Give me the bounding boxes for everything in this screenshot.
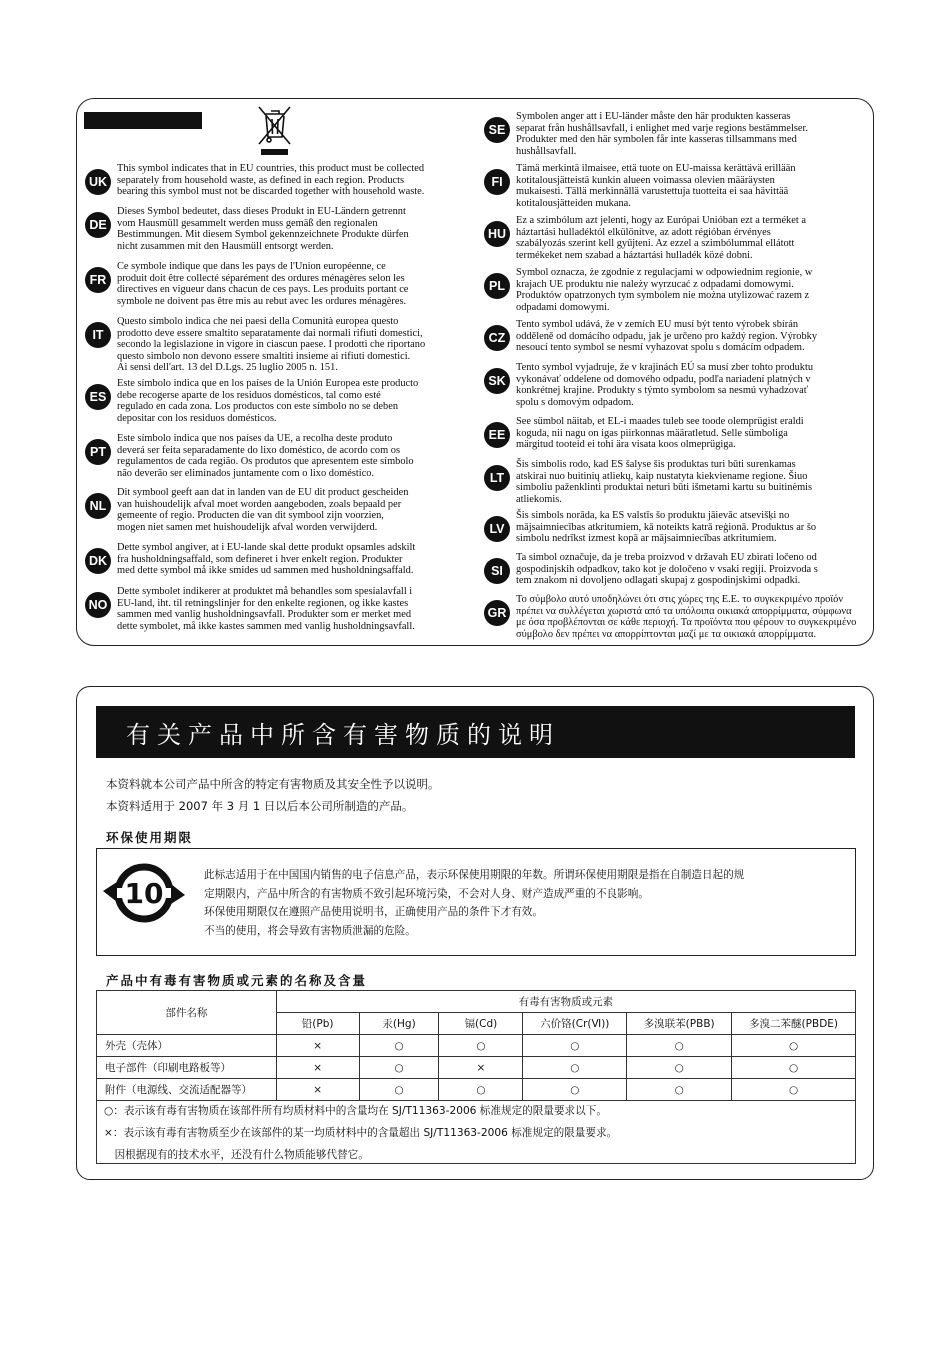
weee-entry-se [484,111,808,157]
country-code-badge: FR [85,267,111,293]
substance-mark-cell: ○ [523,1079,627,1101]
column-header: 镉(Cd) [439,1013,523,1035]
column-header: 六价铬(Cr(Ⅵ)) [523,1013,627,1035]
weee-text-line: bearing this symbol must not be discarded together with household waste. [117,186,425,197]
country-code-badge: PL [484,273,510,299]
weee-text-line: symbole ne doivent pas être mis au rebut avec les ordures ménagères. [117,295,407,307]
country-code-badge: DK [85,548,111,574]
weee-text-line: vom Hausmüll gesammelt werden muss gemäß den regionalen [117,217,378,229]
weee-text-line: koguda, nii nagu on igas piirkonnas määratletud. Selle sümboliga [516,427,788,439]
weee-text-line: Dieses Symbol bedeutet, dass dieses Produkt in EU-Ländern getrennt [117,206,406,217]
weee-entry-text [117,542,415,577]
weee-text-line: πρέπει να συλλέγεται χωριστά από τα υπόλοιπα οικιακά απορρίμματα, σύμφωνα [516,605,852,617]
table-row [97,1035,856,1057]
weee-entry-pt [85,433,414,479]
weee-entry-hu [484,215,806,261]
part-name-cell: 电子部件（印刷电路板等） [97,1057,277,1079]
weee-text-line: odpadami domowymi. [516,301,610,313]
weee-text-line: EU-land, iht. til retningslinjer for den enkelte regionen, og ikke kastes [117,597,409,609]
substance-mark-cell: × [439,1057,523,1079]
weee-text-line: nicht zusammen mit den Hausmüll entsorgt werden. [117,240,334,252]
substance-mark-cell: ○ [359,1035,439,1057]
eco-line: 环保使用期限仅在遵照产品使用说明书，正确使用产品的条件下才有效。 [204,906,543,919]
weee-entry-no [85,586,415,632]
weee-entry-text [117,487,408,533]
note-line: ○：表示该有毒有害物质在该部件所有均质材料中的含量均在 SJ/T11363-2006 标准规定的限量要求以下。 [104,1105,607,1117]
weee-entry-text [516,552,818,587]
weee-text-line: με όσα προβλέπονται σε κάθε περιοχή. Τα προϊόντα που φέρουν το συγκεκριμένο [516,617,857,628]
weee-entry-text [117,378,418,424]
eco-icon-number: 10 [124,877,164,910]
weee-text-line: mājsaimniecības atkritumiem, kā noteikts katrā reģionā. Produktus ar šo [516,521,817,533]
weee-text-line: Dette symbolet indikerer at produktet må behandles som spesialavfall i [117,586,413,597]
weee-text-line: Questo simbolo indica che nei paesi della Comunità europea questo [117,316,399,327]
black-label-bar [84,112,202,129]
weee-text-line: regulamentos de cada região. Os produtos que apresentem este símbolo [117,456,414,467]
weee-text-line: deverá ser feita separadamente do lixo doméstico, de acordo com os [117,444,401,456]
weee-entry-cz [484,319,817,354]
column-header: 多溴联苯(PBB) [627,1013,732,1035]
country-code-badge: UK [85,169,111,195]
weee-entry-text [516,459,812,505]
substance-mark-cell: ○ [523,1057,627,1079]
weee-text-line: kotitalousjätteiden mukana. [516,197,631,209]
weee-entry-dk [85,542,415,577]
eco-line: 定期限内，产品中所含的有害物质不致引起环境污染，不会对人身、财产造成严重的不良影响。 [204,887,649,900]
part-name-header: 部件名称 [97,991,277,1035]
substance-mark-cell: × [276,1057,359,1079]
weee-text-line: directives en vigueur dans chacun de ces pays. Les produits portant ce [117,284,409,295]
substance-mark-cell: ○ [627,1057,732,1079]
part-name-cell: 附件（电源线、交流适配器等） [97,1079,277,1101]
country-code-badge: HU [484,221,510,247]
weee-text-line: See sümbol näitab, et EL-i maades tuleb see toode olemprügist eraldi [516,416,804,427]
weee-text-line: simboliu paženklinti produktai neturi būti išmetami kartu su buitinėmis [516,482,813,493]
weee-text-line: prodotto deve essere smaltito separatamente dai normali rifiuti domestici, [117,327,423,339]
weee-entry-fr [85,261,408,307]
weee-text-line: hushållsavfall. [516,145,577,157]
weee-entry-si [484,552,818,587]
country-code-badge: EE [484,422,510,448]
weee-text-line: Šis simbols norāda, ka ES valstīs šo produktu jāievāc atsevišķi no [516,510,790,521]
weee-text-line: spolu s domovým odpadom. [516,396,634,408]
weee-entry-lv [484,510,816,545]
weee-text-line: depositar con los residuos domésticos. [117,412,277,424]
substance-mark-cell: ○ [627,1079,732,1101]
country-code-badge: NO [85,592,111,618]
weee-entry-text [516,111,808,157]
weee-entry-es [85,378,418,424]
weee-entry-fi [484,163,796,209]
column-header: 铅(Pb) [276,1013,359,1035]
substance-mark-cell: ○ [732,1035,856,1057]
weee-text-line: med dette symbol må ikke smides ud sammen med husholdningsaffald. [117,565,414,576]
weee-entry-text [117,433,414,479]
weee-text-line: atskirai nuo buitinių atliekų, kaip nustatyta kiekviename regione. Šiuo [516,470,808,482]
substance-mark-cell: ○ [439,1079,523,1101]
weee-text-line: Tento symbol vyjadruje, že v krajinách EÚ sa musí zber tohto produktu [516,362,814,373]
weee-entry-text [117,206,409,252]
weee-entry-lt [484,459,812,505]
weee-text-line: secondo la legislazione in vigore in ciascun paese. I prodotti che riportano [117,339,426,350]
weee-text-line: Tento symbol udává, že v zemích EU musí být tento výrobek sbírán [516,319,799,330]
weee-text-line: háztartási hulladéktól elkülönítve, az adott régióban érvényes [516,226,771,238]
substance-mark-cell: ○ [523,1035,627,1057]
substance-mark-cell: ○ [732,1057,856,1079]
rohs-title: 有关产品中所含有害物质的说明 [96,706,855,758]
weee-entry-text [117,316,425,374]
section-heading-substances: 产品中有毒有害物质或元素的名称及含量 [106,973,368,988]
weee-text-line: questo simbolo non devono essere smaltiti insieme ai rifiuti domestici. [117,350,411,362]
column-header: 多溴二苯醚(PBDE) [732,1013,856,1035]
column-header: 汞(Hg) [359,1013,439,1035]
table-notes [104,1100,617,1166]
country-code-badge: IT [85,322,111,348]
country-code-badge: CZ [484,325,510,351]
country-code-badge: LV [484,516,510,542]
weee-text-line: This symbol indicates that in EU countries, this product must be collected [117,163,425,174]
weee-text-line: gospodinjskih odpadkov, tako kot je določeno v vsaki regiji. Proizvoda s [516,563,818,575]
country-code-badge: FI [484,169,510,195]
weee-entry-ee [484,416,804,451]
substance-mark-cell: ○ [439,1035,523,1057]
substance-mark-cell: × [276,1035,359,1057]
weee-text-line: debe recogerse aparte de los residuos domésticos, tal como esté [117,389,381,401]
country-code-badge: SK [484,368,510,394]
country-code-badge: GR [484,600,510,626]
weee-text-line: fra husholdningsaffald, som defineret i hver enkelt region. Produkter [117,553,403,565]
note-line: 因根据现有的技术水平，还没有什么物质能够代替它。 [104,1149,369,1161]
weee-text-line: kotitalousjätteistä kunkin alueen voimassa olevien määräysten [516,174,775,186]
weee-entry-text [516,416,804,451]
intro-line-1: 本资料就本公司产品中所含的特定有害物质及其安全性予以说明。 [106,777,440,791]
weee-text-line: tem znakom ni dovoljeno odlagati skupaj z gospodinjskimi odpadki. [516,575,801,586]
weee-text-line: não deverão ser eliminados juntamente com o lixo doméstico. [117,467,375,479]
weee-entry-text [516,510,816,545]
weee-entry-text [117,261,408,307]
weee-text-line: konkrétnej krajine. Produkty s týmto symbolom sa nesmú vyhadzovať [516,385,809,396]
weee-text-line: regulado en cada zona. Los productos con este símbolo no se deben [117,401,399,412]
weee-text-line: mogen niet samen met huishoudelijk afval worden verwijderd. [117,521,378,533]
weee-text-line: Ce symbole indique que dans les pays de l'Union européenne, ce [117,261,386,272]
country-code-badge: LT [484,465,510,491]
weee-entry-text [516,319,817,354]
weee-text-line: atliekomis. [516,493,562,505]
weee-text-line: simbolu nedrīkst izmest kopā ar mājsaimniecības atkritumiem. [516,533,777,544]
substance-mark-cell: ○ [359,1079,439,1101]
substance-group-header: 有毒有害物质或元素 [276,991,855,1013]
eco-line: 此标志适用于在中国国内销售的电子信息产品，表示环保使用期限的年数。所谓环保使用期限是指在自制造日起的规 [204,869,745,881]
weee-text-line: gemeente of regio. Producten die van dit symbool zijn voorzien, [117,510,384,521]
part-name-cell: 外壳（壳体） [97,1035,277,1057]
weee-text-line: van huishoudelijk afval moet worden aangeboden, zoals bepaald per [117,498,402,510]
weee-text-line: separat från hushållsavfall, i enlighet med varje regions bestämmelser. [516,122,808,134]
weee-entry-text [117,586,415,632]
section-heading-eco-period: 环保使用期限 [106,830,194,845]
weee-text-line: Symbolen anger att i EU-länder måste den här produkten kasseras [516,111,791,122]
crossed-out-wheelie-bin-icon [256,104,294,156]
weee-text-line: märgitud tooteid ei tohi ära visata koos olmeprügiga. [516,439,736,450]
substance-mark-cell: ○ [627,1035,732,1057]
note-line: ×：表示该有毒有害物质至少在该部件的某一均质材料中的含量超出 SJ/T11363-2006 标准规定的限量要求。 [104,1127,618,1139]
eco-line: 不当的使用，将会导致有害物质泄漏的危险。 [204,924,416,937]
weee-text-line: Produktów opatrzonych tym symbolem nie można utylizować razem z [516,290,810,301]
weee-entry-it [85,316,425,374]
weee-text-line: sammen med vanlig husholdningsavfall. Produkter som er merket med [117,609,412,620]
weee-entry-de [85,206,409,252]
weee-text-line: termékeket nem szabad a háztartási hulladék közé dobni. [516,249,753,261]
weee-text-line: Το σύμβολο αυτό υποδηλώνει ότι στις χώρες της Ε.Ε. το συγκεκριμένο προϊόν [516,594,844,605]
weee-text-line: Šis simbolis rodo, kad ES šalyse šis produktas turi būti surenkamas [516,459,796,470]
weee-text-line: dette symbolet, må ikke kastes sammen med vanlig husholdningsavfall. [117,620,415,632]
weee-text-line: mukaisesti. Tällä merkinnällä varustettuja tuotteita ei saa hävittää [516,186,789,197]
weee-text-line: nesoucí tento symbol se nesmí vyhazovat spolu s domácím odpadem. [516,342,805,353]
weee-text-line: separately from household waste, as defined in each region. Products [117,174,405,186]
weee-text-line: odděleně od domácího odpadu, jak je určeno pro každý region. Výrobky [516,330,818,342]
country-code-badge: PT [85,439,111,465]
weee-text-line: Este símbolo indica que nos países da UE, a recolha deste produto [117,433,393,444]
weee-text-line: Dit symbool geeft aan dat in landen van de EU dit product gescheiden [117,487,409,498]
weee-entry-gr [484,594,856,640]
weee-entry-nl [85,487,408,533]
weee-entry-text [516,215,806,261]
weee-text-line: Ai sensi dell'art. 13 del D.Lgs. 25 luglio 2005 n. 151. [117,362,338,373]
country-code-badge: SI [484,558,510,584]
table-row [97,1057,856,1079]
weee-entry-uk [85,163,424,198]
weee-text-line: σύμβολο δεν πρέπει να απορρίπτονται μαζί με τα οικιακά απορρίμματα. [516,628,817,640]
weee-text-line: Produkter med den här symbolen får inte kasseras tillsammans med [516,134,797,145]
weee-text-line: produit doit être collecté séparément des ordures ménagères selon les [117,272,405,284]
weee-text-line: Ez a szimbólum azt jelenti, hogy az Európai Unióban ezt a terméket a [516,215,806,226]
intro-line-2: 本资料适用于 2007 年 3 月 1 日以后本公司所制造的产品。 [106,799,414,813]
weee-text-line: Symbol oznacza, że zgodnie z regulacjami w odpowiednim regionie, w [516,267,813,278]
weee-text-line: vykonávať oddelene od domového odpadu, podľa nariadení platných v [516,373,811,385]
country-code-badge: NL [85,493,111,519]
weee-text-line: Tämä merkintä ilmaisee, että tuote on EU-maissa kerättävä erillään [516,163,796,174]
country-code-badge: DE [85,212,111,238]
weee-entry-sk [484,362,813,408]
weee-text-line: szabályozás szerint kell gyűjteni. Az ezzel a szimbólummal ellátott [516,238,795,249]
substance-mark-cell: ○ [359,1057,439,1079]
weee-text-line: Este símbolo indica que en los países de la Unión Europea este producto [117,378,419,389]
substance-mark-cell: ○ [732,1079,856,1101]
weee-entry-text [117,163,424,198]
country-code-badge: ES [85,384,111,410]
eco-use-period-10-icon [101,862,187,924]
weee-text-line: krajach UE produktu nie należy wyrzucać z odpadami domowymi. [516,278,794,290]
weee-text-line: Dette symbol angiver, at i EU-lande skal dette produkt opsamles adskilt [117,542,416,553]
weee-entry-text [516,163,796,209]
weee-entry-text [516,594,856,640]
table-row [97,1079,856,1101]
weee-entry-text [516,362,813,408]
weee-entry-pl [484,267,812,313]
substance-mark-cell: × [276,1079,359,1101]
eco-period-text [204,866,844,940]
weee-entry-text [516,267,812,313]
country-code-badge: SE [484,117,510,143]
weee-text-line: Bestimmungen. Mit diesem Symbol gekennzeichnete Produkte dürfen [117,229,409,240]
weee-text-line: Ta simbol označuje, da je treba proizvod v državah EU zbirati ločeno od [516,552,817,563]
